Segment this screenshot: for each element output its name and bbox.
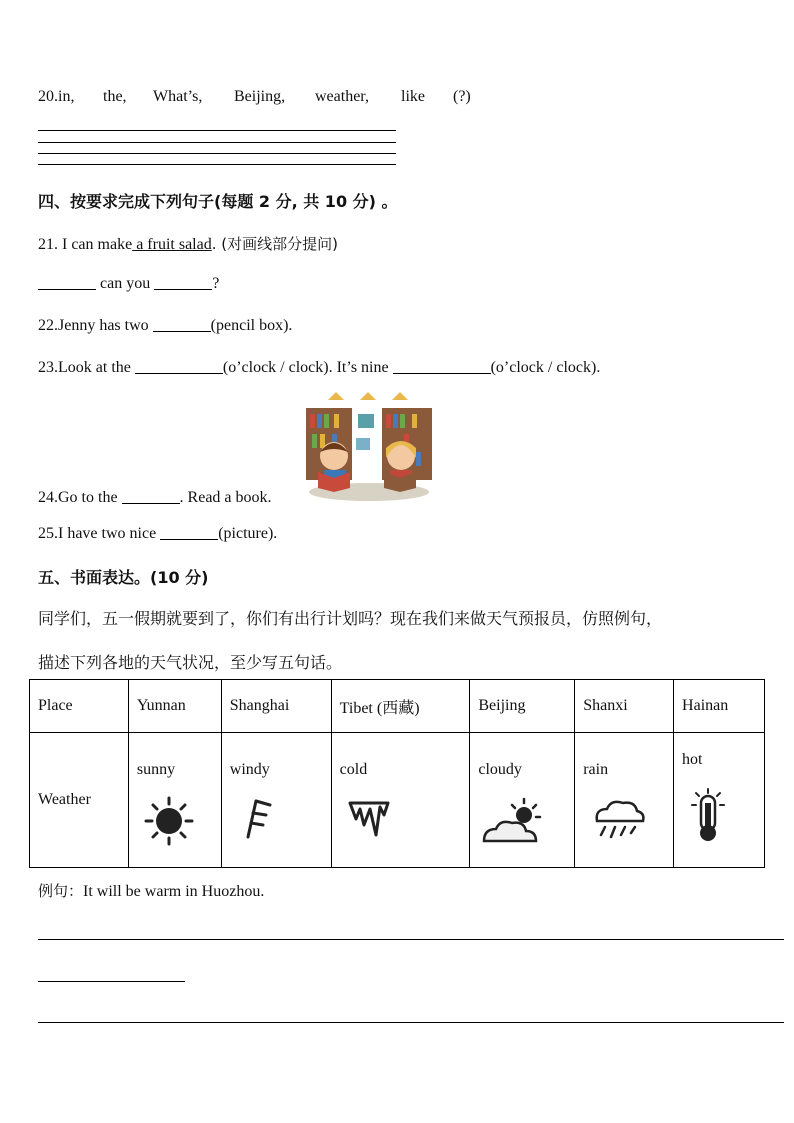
q20-words — [38, 88, 471, 106]
blank[interactable] — [393, 359, 491, 374]
answer-line[interactable] — [38, 153, 396, 154]
q21-underlined: a fruit salad — [132, 236, 212, 253]
weather-label: cloudy — [478, 761, 522, 778]
q22-suffix: (pencil box). — [210, 317, 293, 334]
q20-word: in, — [58, 88, 75, 105]
blank[interactable] — [122, 489, 180, 504]
q20-word: the, — [103, 88, 127, 105]
q21-answer-mid: can you — [100, 275, 151, 292]
section-4-title: 四、按要求完成下列句子(每题 2 分, 共 10 分) 。 — [38, 192, 398, 211]
wind-icon — [236, 795, 280, 843]
q20-word: weather, — [315, 88, 369, 105]
place-cell: Shanxi — [575, 680, 674, 733]
q23-prefix: 23.Look at the — [38, 359, 131, 376]
q20-word: like — [401, 88, 425, 105]
place-cell: Hainan — [674, 680, 765, 733]
q20-number: 20. — [38, 88, 58, 105]
row-label-weather: Weather — [30, 733, 129, 868]
weather-label: windy — [229, 761, 270, 778]
weather-cell — [221, 733, 331, 868]
weather-table — [29, 679, 765, 868]
icicles-icon — [346, 795, 392, 841]
blank[interactable] — [160, 525, 218, 540]
q23 — [38, 359, 600, 377]
weather-cell — [575, 733, 674, 868]
place-label: Tibet (西藏) — [339, 699, 420, 717]
q21-answer-end: ? — [212, 275, 220, 292]
section-5-title: 五、书面表达。(10 分) — [38, 568, 209, 587]
q20-word: What’s, — [153, 88, 203, 105]
q25-suffix: (picture). — [218, 525, 278, 542]
answer-line[interactable] — [38, 130, 396, 131]
q24 — [38, 489, 272, 507]
place-cell — [331, 680, 470, 733]
q25 — [38, 525, 277, 543]
weather-label: hot — [682, 751, 703, 768]
place-cell: Yunnan — [128, 680, 221, 733]
blank[interactable] — [154, 275, 212, 290]
q21-suffix: . (对画线部分提问) — [211, 235, 338, 253]
example — [38, 880, 264, 901]
section-5-instruction-line1: 同学们，五一假期就要到了，你们有出行计划吗？现在我们来做天气预报员，仿照例句， — [38, 609, 663, 628]
writing-line[interactable] — [38, 939, 784, 940]
q22 — [38, 317, 292, 335]
table-row — [30, 680, 765, 733]
children-reading-library-illustration — [304, 388, 434, 504]
answer-line[interactable] — [38, 164, 396, 165]
blank[interactable] — [38, 275, 96, 290]
writing-line[interactable] — [38, 1022, 784, 1023]
table-row — [30, 733, 765, 868]
q20-word: (?) — [453, 88, 471, 105]
weather-label: sunny — [136, 761, 176, 778]
weather-label: cold — [339, 761, 368, 778]
q24-prefix: 24.Go to the — [38, 489, 118, 506]
place-cell: Shanghai — [221, 680, 331, 733]
writing-line[interactable] — [38, 981, 185, 982]
weather-cell — [128, 733, 221, 868]
example-label: 例句： — [38, 882, 84, 900]
q23-suffix: (o’clock / clock). — [490, 359, 601, 376]
weather-cell — [470, 733, 575, 868]
q24-suffix: . Read a book. — [179, 489, 272, 506]
weather-label: rain — [583, 761, 609, 778]
rain-cloud-icon — [589, 795, 647, 845]
q21-prefix: 21. I can make — [38, 236, 133, 253]
section-5-instruction-line2: 描述下列各地的天气状况，至少写五句话。 — [38, 653, 343, 672]
q22-prefix: 22.Jenny has two — [38, 317, 149, 334]
q21-answer — [38, 275, 219, 293]
q23-middle: (o’clock / clock). It’s nine — [222, 359, 389, 376]
example-sentence: It will be warm in Huozhou. — [83, 883, 265, 900]
q20-word: Beijing, — [234, 88, 286, 105]
sun-icon — [143, 795, 195, 847]
blank[interactable] — [135, 359, 223, 374]
cloud-sun-icon — [480, 795, 548, 847]
q25-prefix: 25.I have two nice — [38, 525, 157, 542]
weather-cell — [674, 733, 765, 868]
place-cell: Beijing — [470, 680, 575, 733]
q21 — [38, 233, 338, 254]
blank[interactable] — [153, 317, 211, 332]
thermometer-icon — [688, 787, 728, 843]
answer-line[interactable] — [38, 142, 396, 143]
weather-cell — [331, 733, 470, 868]
row-label-place: Place — [30, 680, 129, 733]
